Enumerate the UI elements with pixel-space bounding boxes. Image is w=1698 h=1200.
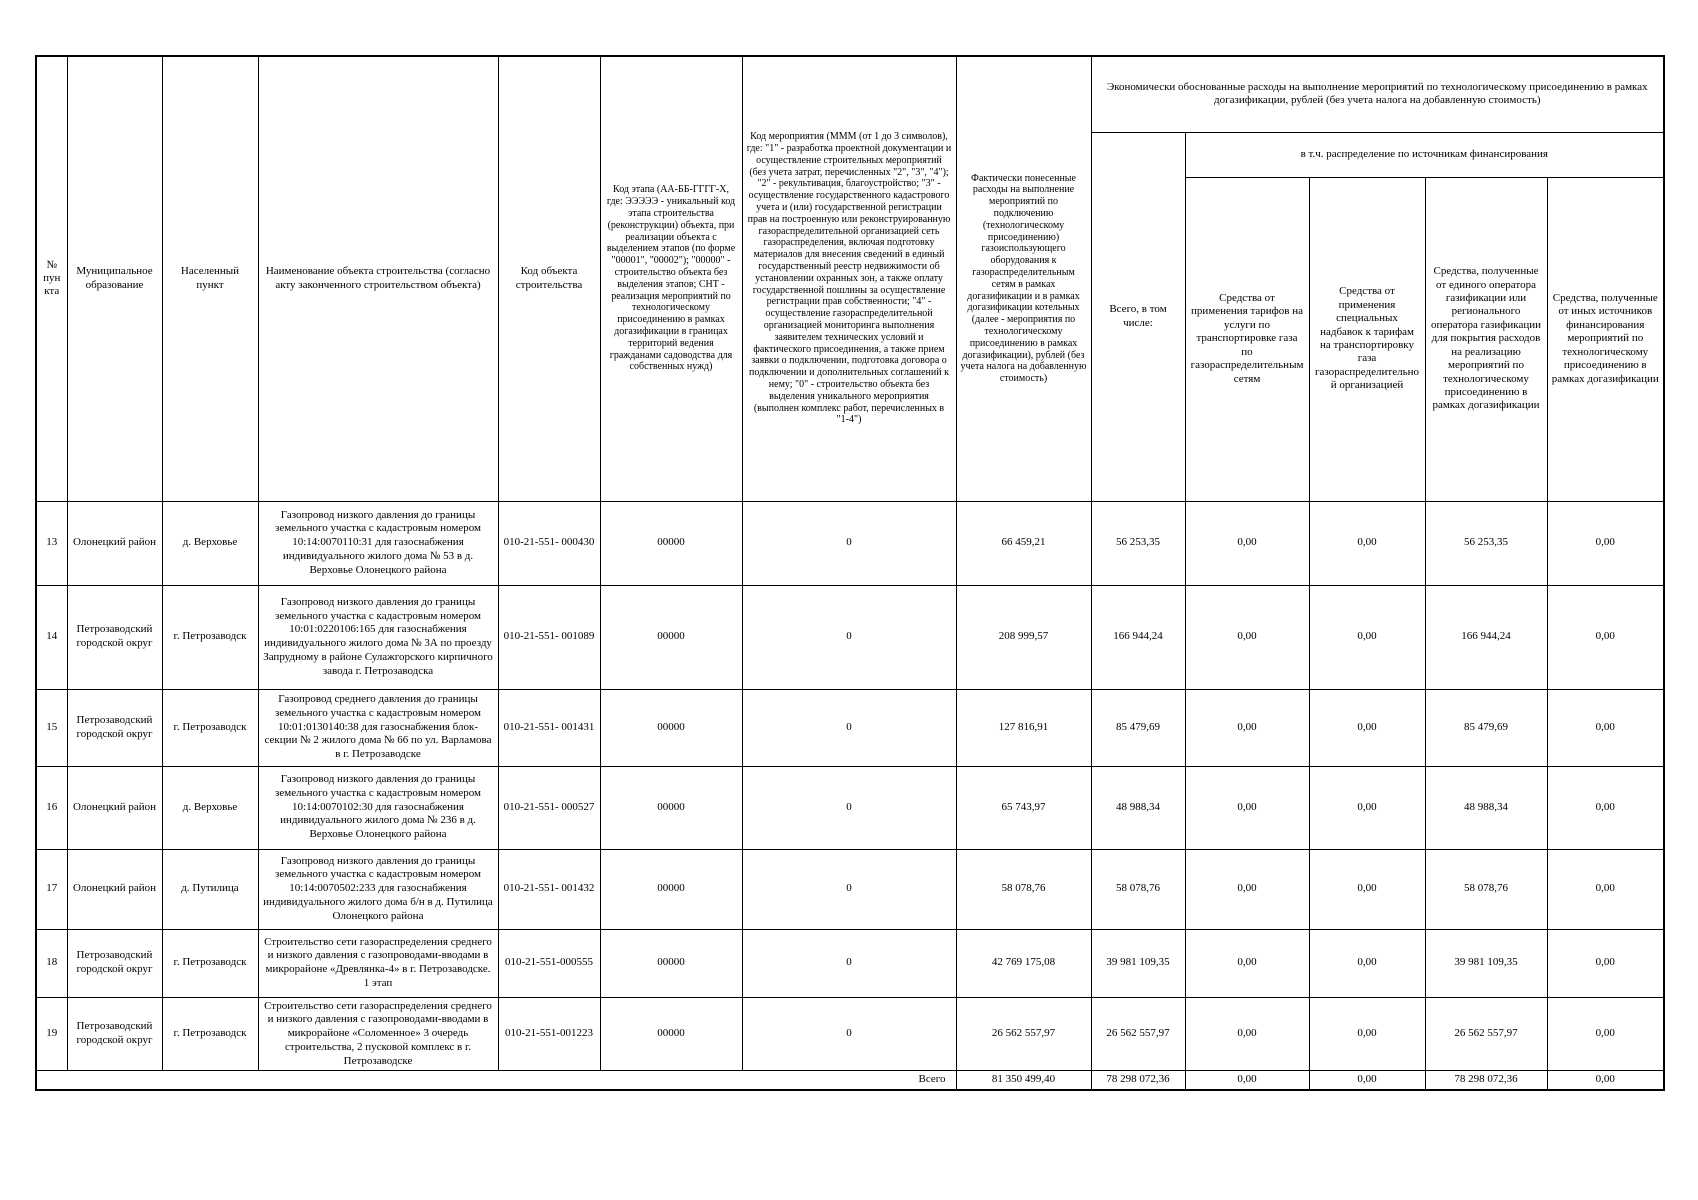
total-label: Всего: [36, 1071, 956, 1090]
table-row: [36, 501, 1664, 585]
col-header-stage-code: Код этапа (АА-ББ-ГГГГ-Х, где: ЭЭЭЭЭ - уникальный код этапа строительства (реконструкции) объекта, при реализации объекта с выделением этапов (по форме "00001", "00002"); "00000" - строительство объекта без выделения этапов; СНТ - реализация мероприятий по технологическому присоединению в рамках догазификации в границах территорий ведения гражданами садоводства для собственных нужд): [600, 56, 742, 501]
col-header-src-other: Средства, полученные от иных источников финансирования мероприятий по технологическому присоединению в рамках догазификации: [1547, 177, 1664, 501]
cell-object-code: 010-21-551- 001432: [498, 849, 600, 929]
cell-economic-total: 39 981 109,35: [1091, 929, 1185, 997]
cell-municipality: Петрозаводский городской округ: [67, 585, 162, 689]
col-header-settlement: Населенный пункт: [162, 56, 258, 501]
cell-settlement: г. Петрозаводск: [162, 929, 258, 997]
cell-src-tariffs: 0,00: [1185, 501, 1309, 585]
cell-actual-costs: 66 459,21: [956, 501, 1091, 585]
col-header-num: № пункта: [36, 56, 67, 501]
cell-src-operator: 58 078,76: [1425, 849, 1547, 929]
cell-src-tariffs: 0,00: [1185, 766, 1309, 849]
cell-actual-costs: 127 816,91: [956, 689, 1091, 766]
cell-object-name: Газопровод низкого давления до границы земельного участка с кадастровым номером 10:14:0070502:233 для газоснабжения индивидуального жилого дома б/н в д. Путилица Олонецкого района: [258, 849, 498, 929]
cell-settlement: г. Петрозаводск: [162, 689, 258, 766]
cell-src-other: 0,00: [1547, 501, 1664, 585]
cell-event-code: 0: [742, 585, 956, 689]
cell-event-code: 0: [742, 501, 956, 585]
cell-src-operator: 56 253,35: [1425, 501, 1547, 585]
cell-economic-total: 85 479,69: [1091, 689, 1185, 766]
table-row: [36, 929, 1664, 997]
table-footer: [36, 1071, 1664, 1090]
cell-object-name: Строительство сети газораспределения среднего и низкого давления с газопроводами-вводами в микрорайоне «Древлянка-4» в г. Петрозаводске. 1 этап: [258, 929, 498, 997]
costs-table: [35, 55, 1665, 1091]
cell-municipality: Олонецкий район: [67, 501, 162, 585]
cell-src-surcharges: 0,00: [1309, 929, 1425, 997]
cell-event-code: 0: [742, 997, 956, 1071]
table-header: [36, 56, 1664, 501]
col-header-municipality: Муниципальное образование: [67, 56, 162, 501]
header-row-1: [36, 56, 1664, 132]
cell-settlement: д. Путилица: [162, 849, 258, 929]
cell-event-code: 0: [742, 849, 956, 929]
cell-src-surcharges: 0,00: [1309, 501, 1425, 585]
cell-src-operator: 39 981 109,35: [1425, 929, 1547, 997]
cell-src-tariffs: 0,00: [1185, 929, 1309, 997]
cell-economic-total: 48 988,34: [1091, 766, 1185, 849]
table-row: [36, 997, 1664, 1071]
table-body: [36, 501, 1664, 1071]
cell-municipality: Петрозаводский городской округ: [67, 929, 162, 997]
col-header-total-incl: Всего, в том числе:: [1091, 132, 1185, 501]
cell-stage-code: 00000: [600, 766, 742, 849]
table-row: [36, 585, 1664, 689]
cell-settlement: д. Верховье: [162, 501, 258, 585]
cell-num: 13: [36, 501, 67, 585]
total-src-operator: 78 298 072,36: [1425, 1071, 1547, 1090]
col-header-event-code: Код мероприятия (МММ (от 1 до 3 символов), где: "1" - разработка проектной документации и осуществление строительных мероприятий (без учета затрат, перечисленных "2", "3", "4"); "2" - рекультивация, благоустройство; "3" - осуществление государственного кадастрового учета и (или) государственной регистрации прав на построенную или реконструированную газораспределительной организацией сеть газораспределения, включая подготовку материалов для внесения сведений в единый государственный реестр недвижимости об установлении охранных зон, а также оплату государственной пошлины за осуществление регистрации прав собственности; "4" - осуществление газораспределительной организацией мониторинга выполнения заявителем технических условий и фактического присоединения, а также прием заявки о подключении, подготовка договора о подключении и дополнительных соглашений к нему; "0" - строительство объекта без выделения уникального мероприятия (выполнен комплекс работ, перечисленных в "1-4"): [742, 56, 956, 501]
cell-object-name: Газопровод низкого давления до границы земельного участка с кадастровым номером 10:01:0220106:165 для газоснабжения индивидуального жилого дома № 3А по проезду Запрудному в районе Сулажгорского кирпичного завода г. Петрозаводска: [258, 585, 498, 689]
cell-src-surcharges: 0,00: [1309, 849, 1425, 929]
cell-object-code: 010-21-551- 000527: [498, 766, 600, 849]
cell-stage-code: 00000: [600, 585, 742, 689]
cell-stage-code: 00000: [600, 997, 742, 1071]
cell-economic-total: 26 562 557,97: [1091, 997, 1185, 1071]
cell-num: 17: [36, 849, 67, 929]
cell-object-name: Газопровод низкого давления до границы земельного участка с кадастровым номером 10:14:0070110:31 для газоснабжения индивидуального жилого дома № 53 в д. Верховье Олонецкого района: [258, 501, 498, 585]
col-header-object-name: Наименование объекта строительства (согласно акту законченного строительством объекта): [258, 56, 498, 501]
cell-src-operator: 166 944,24: [1425, 585, 1547, 689]
cell-object-code: 010-21-551- 001089: [498, 585, 600, 689]
cell-num: 19: [36, 997, 67, 1071]
cell-event-code: 0: [742, 689, 956, 766]
cell-src-operator: 85 479,69: [1425, 689, 1547, 766]
cell-event-code: 0: [742, 929, 956, 997]
cell-src-other: 0,00: [1547, 585, 1664, 689]
cell-stage-code: 00000: [600, 929, 742, 997]
table-row: [36, 849, 1664, 929]
cell-settlement: г. Петрозаводск: [162, 997, 258, 1071]
cell-src-tariffs: 0,00: [1185, 585, 1309, 689]
total-actual-costs: 81 350 499,40: [956, 1071, 1091, 1090]
cell-src-tariffs: 0,00: [1185, 997, 1309, 1071]
col-header-src-operator: Средства, полученные от единого оператора газификации или регионального оператора газификации для покрытия расходов на реализацию мероприятий по технологическому присоединению в рамках догазификации: [1425, 177, 1547, 501]
cell-stage-code: 00000: [600, 689, 742, 766]
total-src-other: 0,00: [1547, 1071, 1664, 1090]
col-group-funding-sources: в т.ч. распределение по источникам финансирования: [1185, 132, 1664, 177]
cell-economic-total: 166 944,24: [1091, 585, 1185, 689]
cell-src-surcharges: 0,00: [1309, 689, 1425, 766]
cell-object-code: 010-21-551- 001431: [498, 689, 600, 766]
col-header-src-tariffs: Средства от применения тарифов на услуги по транспортировке газа по газораспределительным сетям: [1185, 177, 1309, 501]
cell-settlement: г. Петрозаводск: [162, 585, 258, 689]
cell-event-code: 0: [742, 766, 956, 849]
table-row: [36, 689, 1664, 766]
cell-num: 15: [36, 689, 67, 766]
total-economic-costs: 78 298 072,36: [1091, 1071, 1185, 1090]
cell-src-other: 0,00: [1547, 849, 1664, 929]
cell-stage-code: 00000: [600, 849, 742, 929]
cell-object-code: 010-21-551- 000430: [498, 501, 600, 585]
cell-object-name: Газопровод среднего давления до границы земельного участка с кадастровым номером 10:01:0130140:38 для газоснабжения блок-секции № 2 жилого дома № 66 по ул. Варламова в г. Петрозаводске: [258, 689, 498, 766]
cell-stage-code: 00000: [600, 501, 742, 585]
cell-src-operator: 26 562 557,97: [1425, 997, 1547, 1071]
col-header-src-surcharges: Средства от применения специальных надбавок к тарифам на транспортировку газа газораспределительной организацией: [1309, 177, 1425, 501]
total-src-tariffs: 0,00: [1185, 1071, 1309, 1090]
total-src-surcharges: 0,00: [1309, 1071, 1425, 1090]
cell-actual-costs: 65 743,97: [956, 766, 1091, 849]
total-row: [36, 1071, 1664, 1090]
cell-municipality: Петрозаводский городской округ: [67, 997, 162, 1071]
col-header-object-code: Код объекта строительства: [498, 56, 600, 501]
cell-actual-costs: 26 562 557,97: [956, 997, 1091, 1071]
cell-object-name: Газопровод низкого давления до границы земельного участка с кадастровым номером 10:14:0070102:30 для газоснабжения индивидуального жилого дома № 236 в д. Верховье Олонецкого района: [258, 766, 498, 849]
col-group-economic-costs: Экономически обоснованные расходы на выполнение мероприятий по технологическому присоединению в рамках догазификации, рублей (без учета налога на добавленную стоимость): [1091, 56, 1664, 132]
cell-municipality: Олонецкий район: [67, 849, 162, 929]
col-header-actual-costs: Фактически понесенные расходы на выполнение мероприятий по подключению (технологическому присоединению) газоиспользующего оборудования к газораспределительным сетям в рамках догазификации и в рамках догазификации котельных (далее - мероприятия по технологическому присоединению в рамках догазификации), рублей (без учета налога на добавленную стоимость): [956, 56, 1091, 501]
cell-src-tariffs: 0,00: [1185, 849, 1309, 929]
cell-object-name: Строительство сети газораспределения среднего и низкого давления с газопроводами-вводами в микрорайоне «Соломенное» 3 очередь строительства, 2 пусковой комплекс в г. Петрозаводске: [258, 997, 498, 1071]
cell-economic-total: 58 078,76: [1091, 849, 1185, 929]
cell-src-surcharges: 0,00: [1309, 766, 1425, 849]
cell-actual-costs: 58 078,76: [956, 849, 1091, 929]
cell-src-surcharges: 0,00: [1309, 997, 1425, 1071]
cell-object-code: 010-21-551-000555: [498, 929, 600, 997]
cell-num: 18: [36, 929, 67, 997]
cell-economic-total: 56 253,35: [1091, 501, 1185, 585]
cell-actual-costs: 42 769 175,08: [956, 929, 1091, 997]
cell-src-tariffs: 0,00: [1185, 689, 1309, 766]
table-row: [36, 766, 1664, 849]
cell-src-other: 0,00: [1547, 689, 1664, 766]
cell-src-other: 0,00: [1547, 997, 1664, 1071]
cell-municipality: Олонецкий район: [67, 766, 162, 849]
cell-settlement: д. Верховье: [162, 766, 258, 849]
cell-src-other: 0,00: [1547, 929, 1664, 997]
cell-municipality: Петрозаводский городской округ: [67, 689, 162, 766]
cell-num: 16: [36, 766, 67, 849]
cell-object-code: 010-21-551-001223: [498, 997, 600, 1071]
cell-src-other: 0,00: [1547, 766, 1664, 849]
cell-num: 14: [36, 585, 67, 689]
cell-src-surcharges: 0,00: [1309, 585, 1425, 689]
cell-actual-costs: 208 999,57: [956, 585, 1091, 689]
cell-src-operator: 48 988,34: [1425, 766, 1547, 849]
